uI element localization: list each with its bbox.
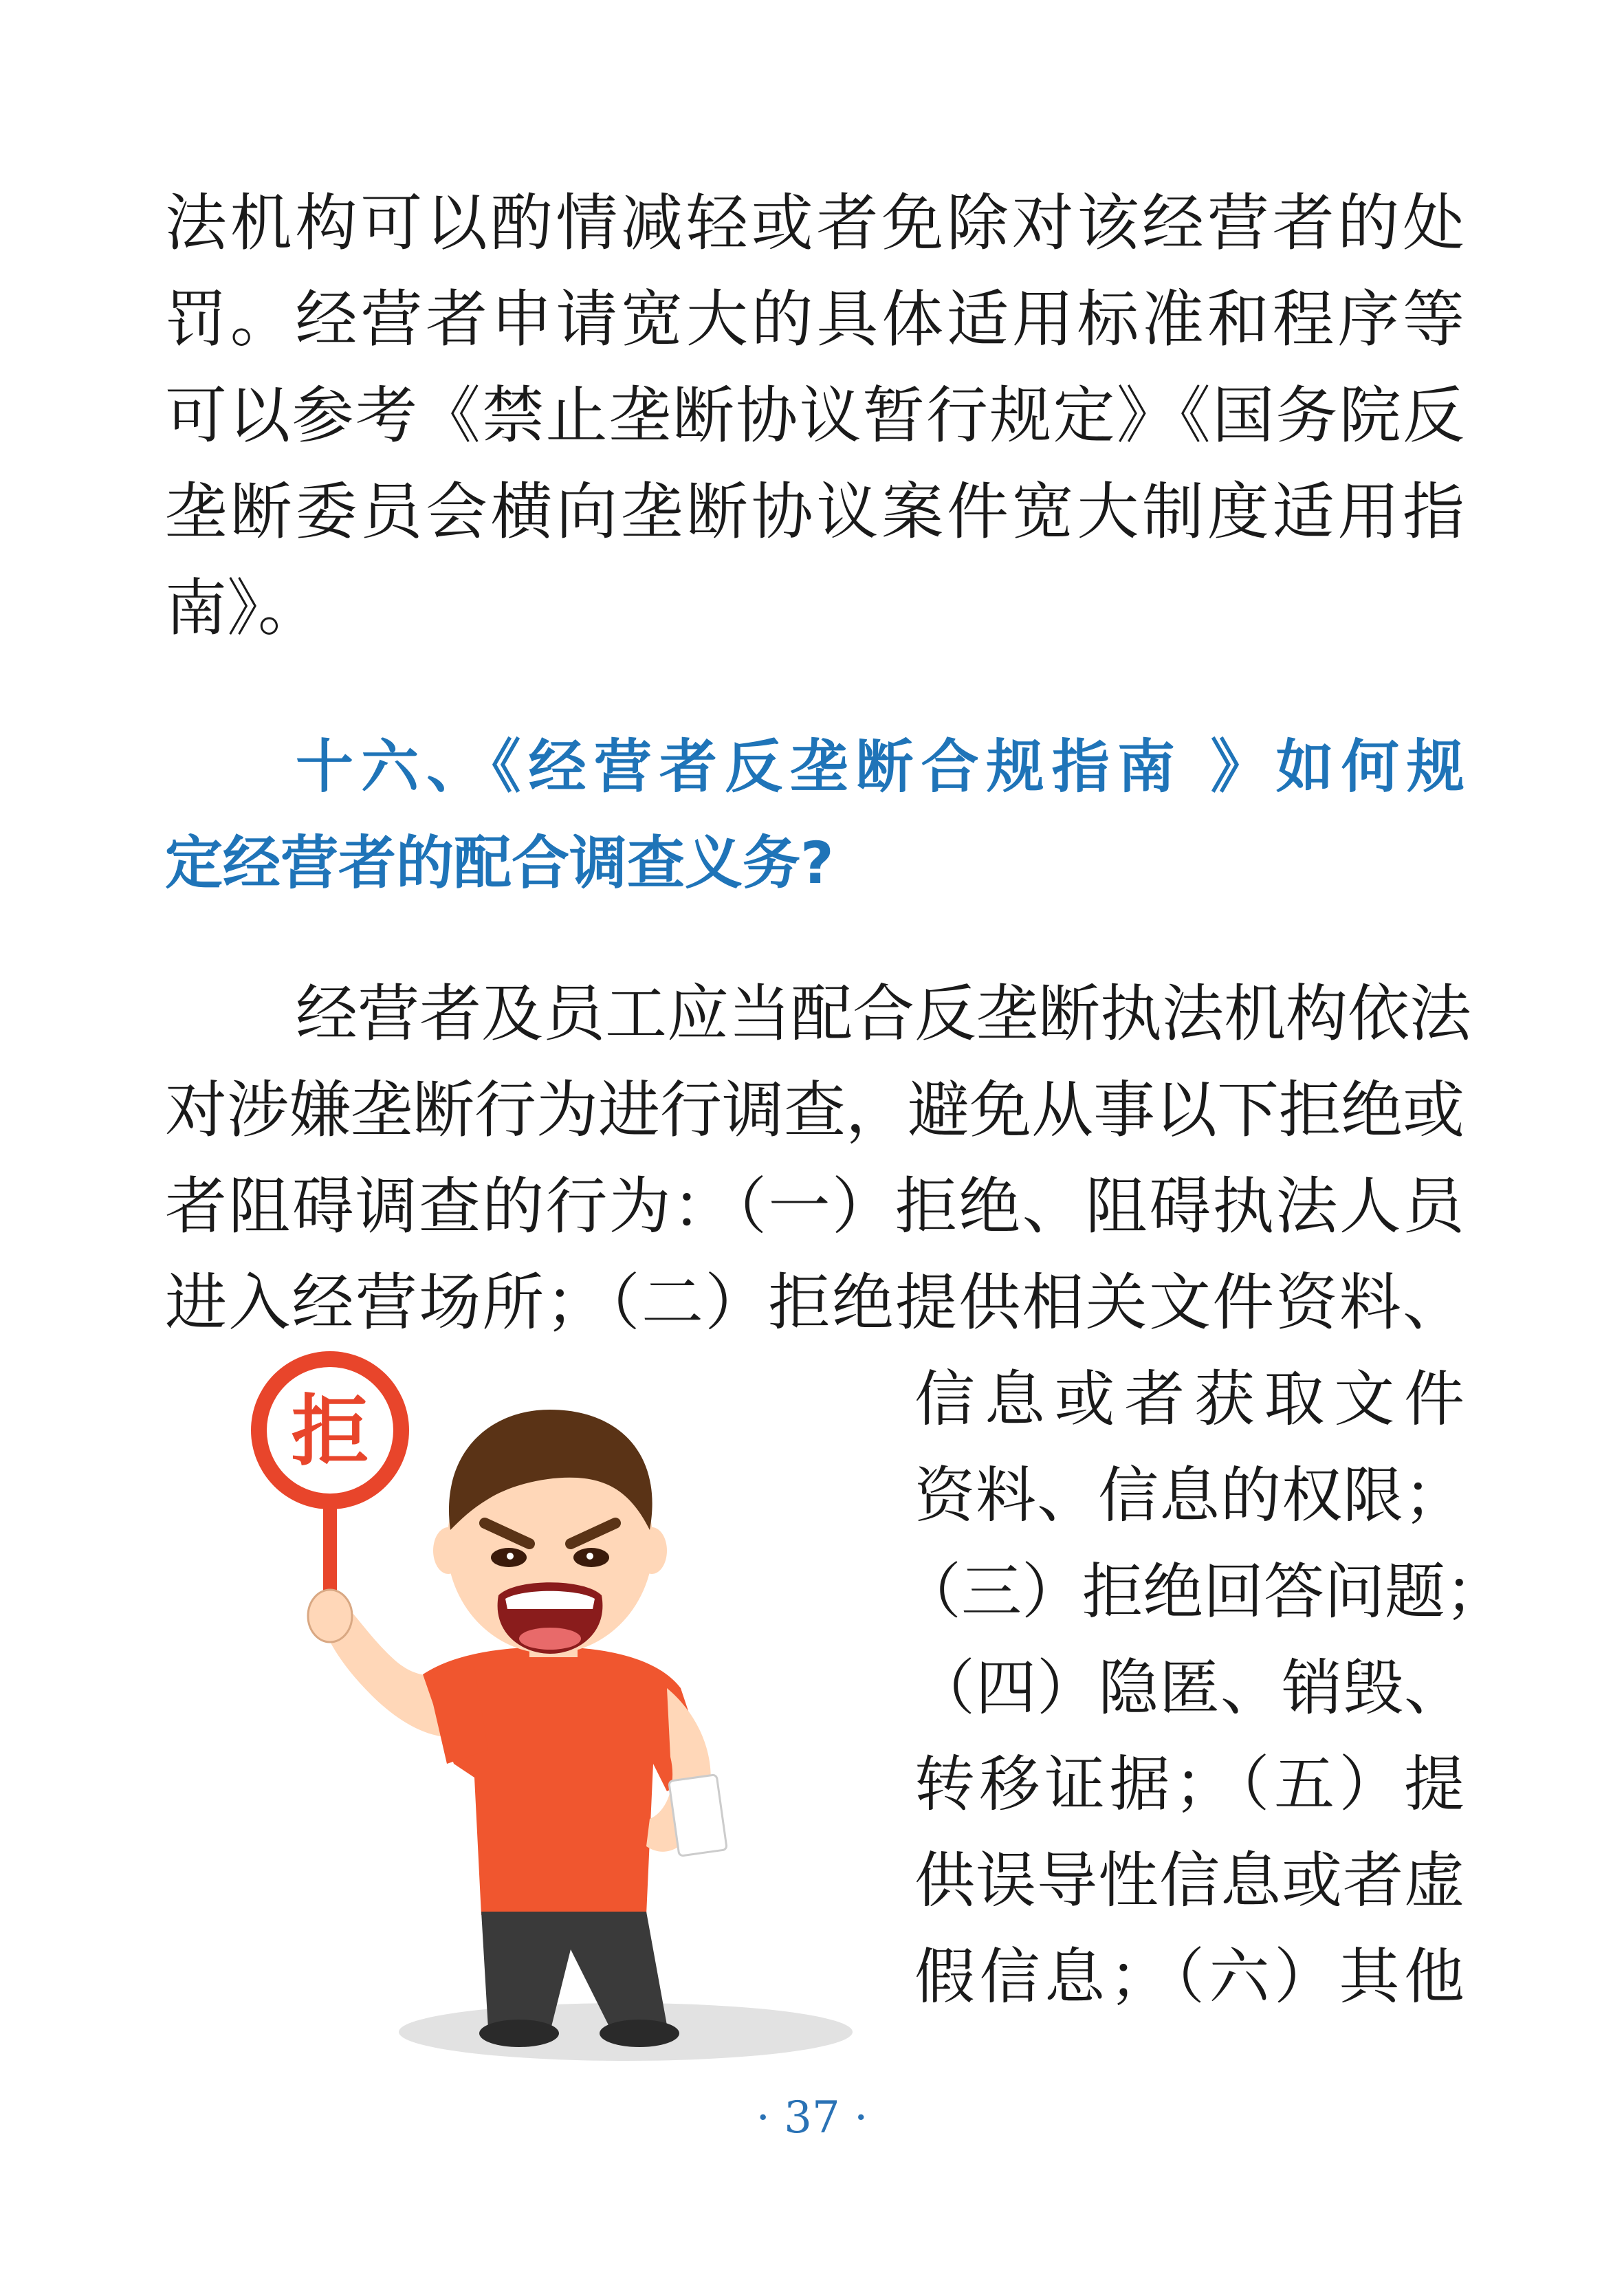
text-line: 垄断委员会横向垄断协议案件宽大制度适用指	[165, 476, 1464, 548]
text-line: 罚。经营者申请宽大的具体适用标准和程序等	[165, 283, 1464, 356]
angry-man-with-sign-illustration	[227, 1351, 866, 2066]
section-heading-line: 定经营者的配合调查义务?	[165, 829, 834, 897]
wrapped-text-line: 供误导性信息或者虚	[914, 1845, 1464, 1916]
text-line: 南》。	[165, 572, 320, 644]
wrapped-text-line: 资料、信息的权限；	[914, 1460, 1464, 1531]
page-number: · 37 ·	[756, 2092, 868, 2143]
text-line: 可以参考《禁止垄断协议暂行规定》《国务院反	[165, 380, 1464, 452]
text-line: 法机构可以酌情减轻或者免除对该经营者的处	[165, 187, 1464, 259]
wrapped-text-line: 假信息；（六）其他	[914, 1941, 1464, 2012]
wrapped-text-line: 转移证据；（五）提	[914, 1749, 1464, 1819]
text-line: 对涉嫌垄断行为进行调查，避免从事以下拒绝或	[165, 1074, 1464, 1146]
text-line: 经营者及员工应当配合反垄断执法机构依法	[296, 978, 1471, 1050]
refusal-illustration	[227, 1351, 866, 2066]
section-heading-line: 十六、《经营者反垄断合规指南 》如何规	[296, 733, 1464, 800]
sign-character: 拒	[292, 1387, 369, 1476]
text-line: 进入经营场所；（二）拒绝提供相关文件资料、	[165, 1267, 1464, 1339]
wrapped-text-line: （三）拒绝回答问题；	[901, 1556, 1506, 1627]
text-line: 者阻碍调查的行为：（一）拒绝、阻碍执法人员	[165, 1170, 1464, 1243]
wrapped-text-line: 信息或者获取文件	[914, 1364, 1464, 1434]
wrapped-text-line: （四）隐匿、销毁、	[914, 1652, 1464, 1723]
